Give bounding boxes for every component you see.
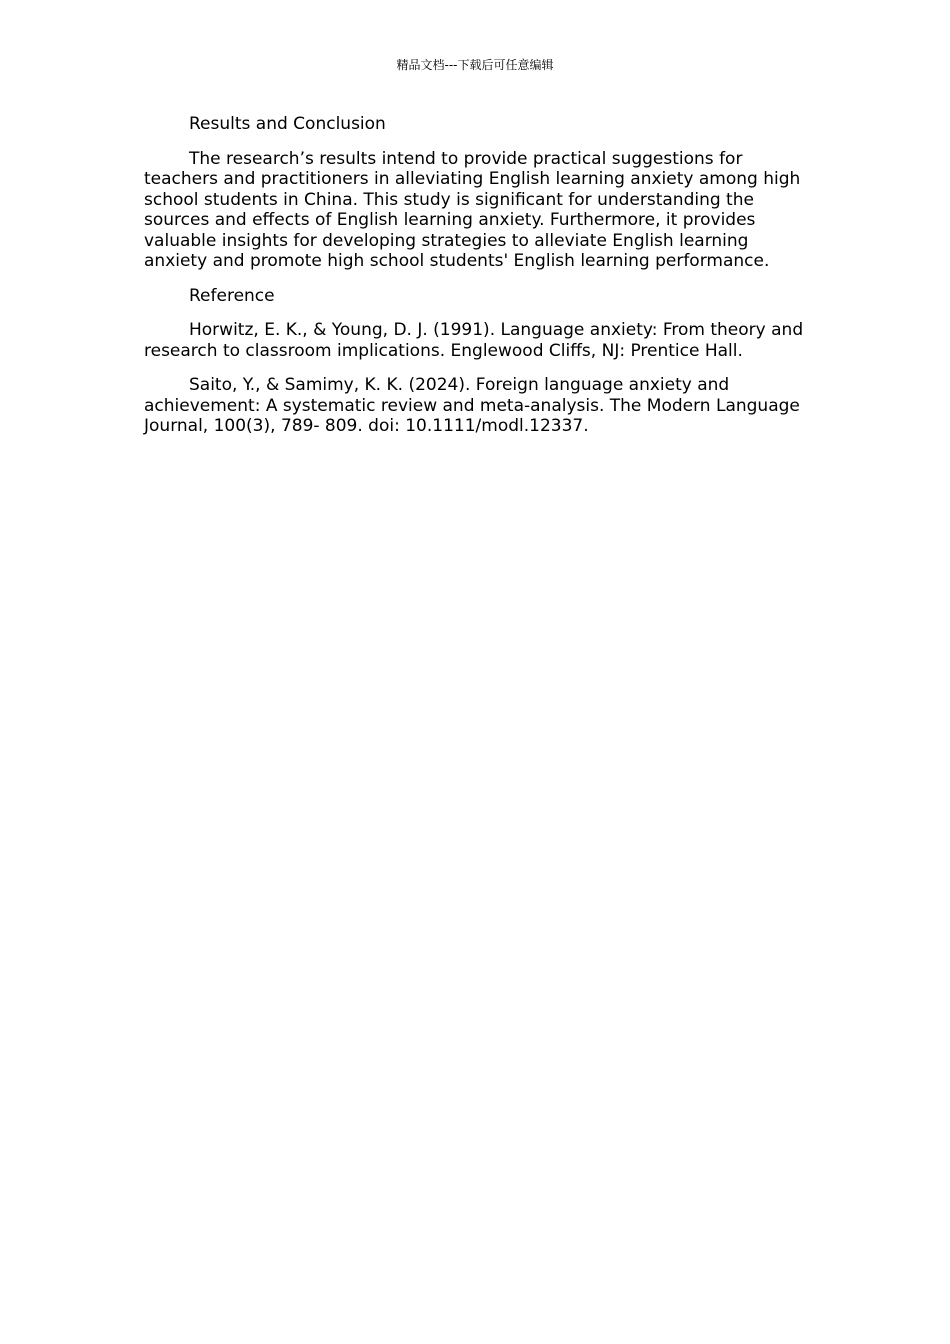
reference-title: Reference [189,285,275,306]
reference-item: Saito, Y., & Samimy, K. K. (2024). Foreign language anxiety and achievement: A systematic review and meta-analysis. The Modern Language Journal, 100(3), 789- 809. doi: 10.1111/modl.12337. [144,375,800,436]
reference-item: Horwitz, E. K., & Young, D. J. (1991). Language anxiety: From theory and research to classroom implications. Englewood Cliffs, NJ: Prentice Hall. [144,320,804,361]
page-header: 精品文档---下载后可任意编辑 [396,58,554,72]
section-title: Results and Conclusion [189,114,386,134]
document-body [144,114,812,451]
body-paragraph: The research’s results intend to provide practical suggestions for teachers and practitioners in alleviating English learning anxiety among high school students in China. This study is significant for understanding the sources and effects of English learning anxiety. Furthermore, it provides valuable insights for developing strategies to alleviate English learning anxiety and promote high school students' English learning performance. [144,148,801,271]
